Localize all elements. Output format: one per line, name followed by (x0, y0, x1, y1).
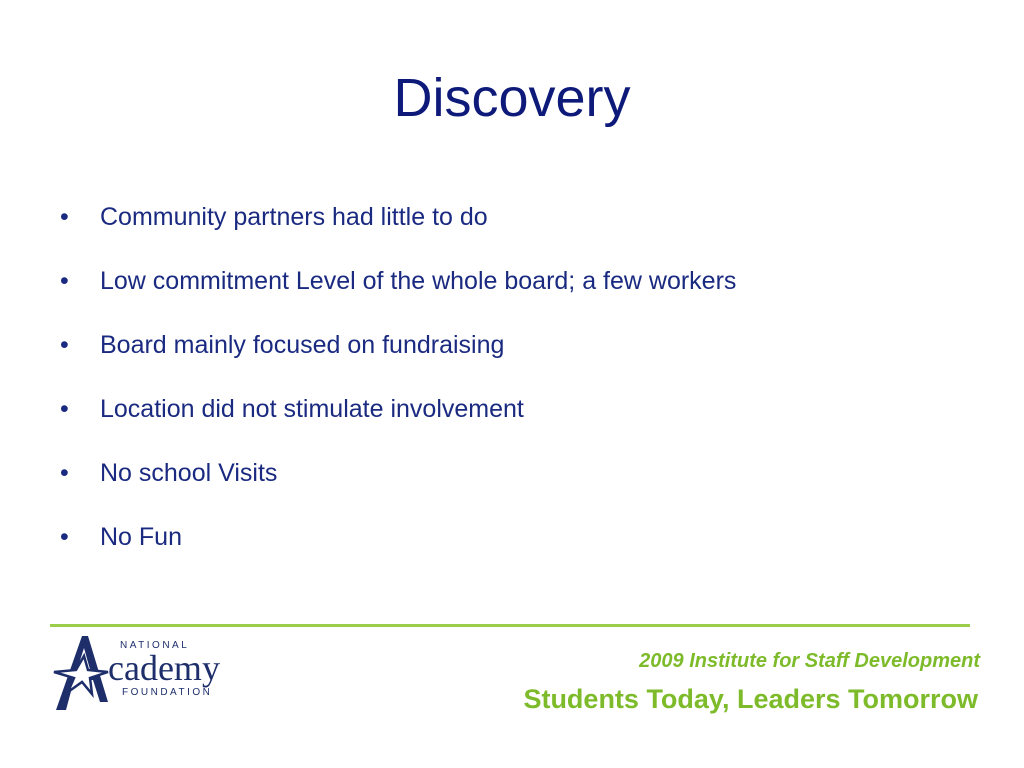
bullet-text: Board mainly focused on fundraising (100, 331, 505, 359)
logo-national-text: NATIONAL (120, 640, 190, 651)
bullet-icon: • (60, 331, 69, 359)
bullet-text: Low commitment Level of the whole board; a few workers (100, 267, 737, 295)
slide-title: Discovery (393, 68, 631, 128)
logo-foundation-text: FOUNDATION (122, 687, 213, 698)
academy-logo (52, 632, 252, 716)
bullet-icon: • (60, 459, 69, 487)
bullet-text: No school Visits (100, 459, 278, 487)
list-item (58, 454, 736, 492)
bullet-icon: • (60, 203, 69, 231)
bullet-text: No Fun (100, 523, 182, 551)
logo-academy-text (108, 648, 220, 688)
bullet-icon: • (60, 523, 69, 551)
list-item (58, 326, 736, 364)
list-item (58, 262, 736, 300)
footer-divider (50, 624, 970, 627)
list-item (58, 198, 736, 236)
list-item (58, 390, 736, 428)
bullet-icon: • (60, 267, 69, 295)
bullet-icon: • (60, 395, 69, 423)
logo-academy-rest: cademy (108, 648, 220, 688)
bullet-list (58, 198, 736, 582)
footer-tagline: Students Today, Leaders Tomorrow (523, 684, 978, 714)
footer-subtitle: 2009 Institute for Staff Development (639, 650, 980, 672)
bullet-text: Community partners had little to do (100, 203, 488, 231)
bullet-text: Location did not stimulate involvement (100, 395, 524, 423)
list-item (58, 518, 736, 556)
